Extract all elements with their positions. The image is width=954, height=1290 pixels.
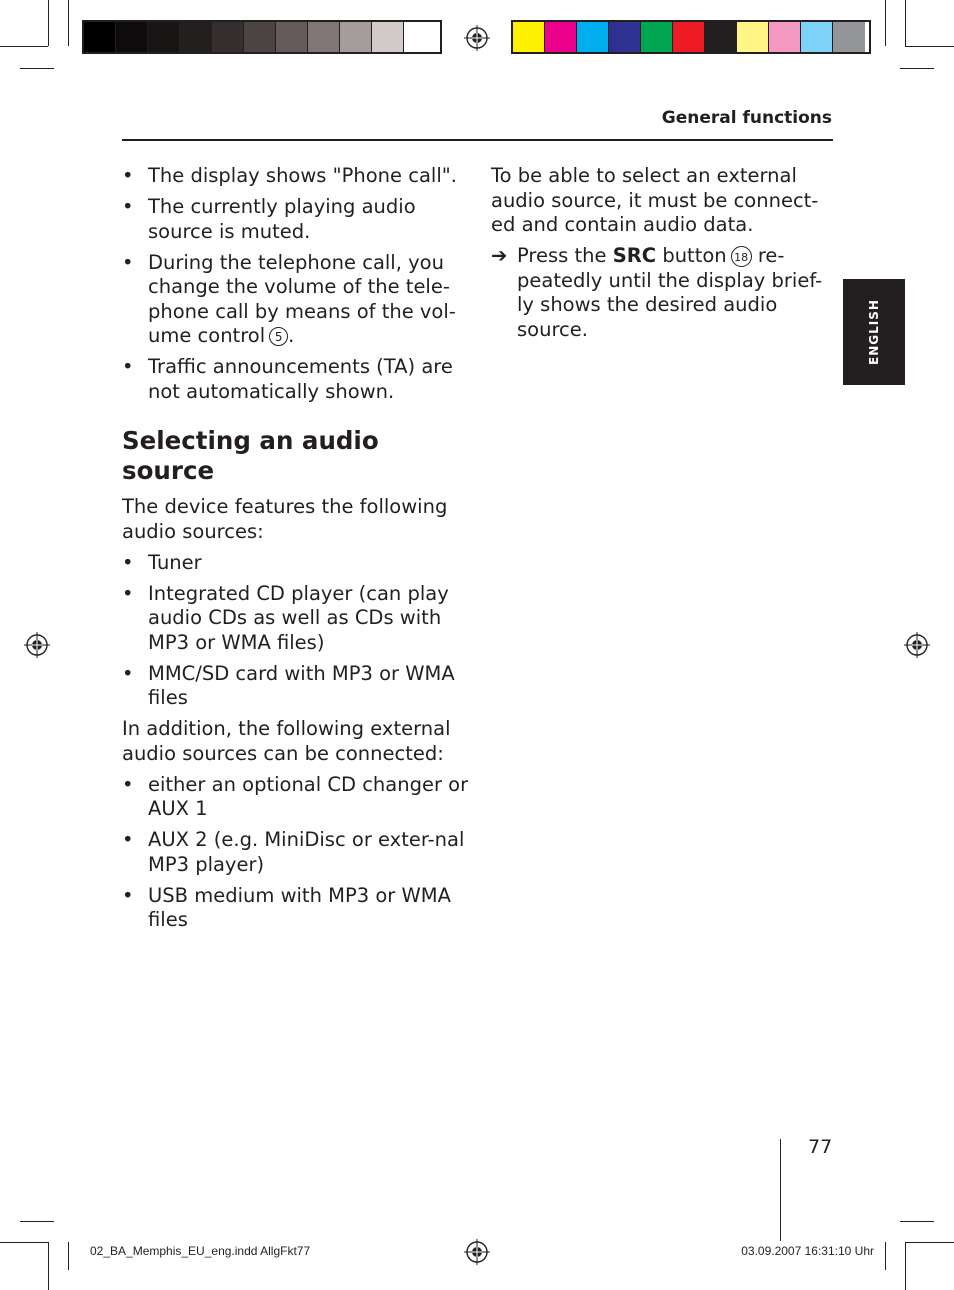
right-column xyxy=(491,164,833,342)
crop-mark xyxy=(905,46,954,47)
list-item: • either an optional CD changer or AUX 1 xyxy=(122,773,470,822)
footer-timestamp: 03.09.2007 16:31:10 Uhr xyxy=(741,1244,874,1258)
page-number: 77 xyxy=(808,1136,833,1158)
list-item: • MMC/SD card with MP3 or WMA files xyxy=(122,662,470,711)
list-item: • USB medium with MP3 or WMA files xyxy=(122,884,470,933)
color-swatch xyxy=(372,22,404,52)
color-swatch xyxy=(308,22,340,52)
crop-mark xyxy=(905,1242,906,1290)
list-item: • Integrated CD player (can play audio CDs as well as CDs with MP3 or WMA files) xyxy=(122,582,470,656)
external-sources-list xyxy=(122,773,470,933)
color-swatch xyxy=(340,22,372,52)
crop-mark xyxy=(885,1242,886,1270)
crop-mark xyxy=(0,1242,48,1243)
list-item: • AUX 2 (e.g. MiniDisc or exter-nal MP3 player) xyxy=(122,828,470,877)
color-swatch xyxy=(513,22,545,52)
color-swatch xyxy=(244,22,276,52)
color-swatch xyxy=(673,22,705,52)
color-swatch xyxy=(148,22,180,52)
list-item: • The display shows "Phone call". xyxy=(122,164,470,189)
crop-mark xyxy=(20,68,54,69)
color-swatch xyxy=(276,22,308,52)
color-swatch xyxy=(212,22,244,52)
src-button-ref-badge: 18 xyxy=(731,246,752,267)
external-source-paragraph: To be able to select an external audio source, it must be connect-ed and contain audio data. xyxy=(491,164,819,236)
color-swatch xyxy=(180,22,212,52)
color-swatch xyxy=(84,22,116,52)
crop-mark xyxy=(885,0,886,46)
audio-sources-list xyxy=(122,551,470,711)
section-heading: Selecting an audio source xyxy=(122,426,379,485)
external-intro-paragraph: In addition, the following external audio sources can be connected: xyxy=(122,717,451,765)
phone-call-bullets xyxy=(122,164,470,404)
color-swatch xyxy=(545,22,577,52)
section-title: General functions xyxy=(661,108,832,128)
crop-mark xyxy=(48,0,49,46)
src-key-label: SRC xyxy=(612,244,657,267)
grayscale-calibration-bar xyxy=(82,20,442,54)
left-column xyxy=(122,164,470,939)
crop-mark xyxy=(905,1242,954,1243)
list-item: • During the telephone call, you change the volume of the tele-phone call by means of the vol-ume control 5 . xyxy=(122,251,470,349)
color-swatch xyxy=(769,22,801,52)
process-color-calibration-bar xyxy=(511,20,871,54)
color-swatch xyxy=(641,22,673,52)
registration-mark-icon xyxy=(464,1239,490,1265)
volume-control-ref-badge: 5 xyxy=(269,327,288,346)
crop-mark xyxy=(900,1221,934,1222)
language-tab-label: ENGLISH xyxy=(867,299,881,365)
crop-mark xyxy=(68,0,69,46)
page-number-rule xyxy=(780,1139,781,1241)
footer-file-name: 02_BA_Memphis_EU_eng.indd AllgFkt77 xyxy=(90,1244,311,1258)
crop-mark xyxy=(0,46,48,47)
color-swatch xyxy=(705,22,737,52)
color-swatch xyxy=(737,22,769,52)
color-swatch xyxy=(116,22,148,52)
crop-mark xyxy=(905,0,906,46)
list-item: • The currently playing audio source is muted. xyxy=(122,195,470,244)
intro-paragraph: The device features the following audio sources: xyxy=(122,495,448,543)
crop-mark xyxy=(900,68,934,69)
language-tab xyxy=(843,279,905,385)
color-swatch xyxy=(404,22,436,52)
crop-mark xyxy=(48,1242,49,1290)
color-swatch xyxy=(801,22,833,52)
color-swatch xyxy=(833,22,865,52)
registration-mark-icon xyxy=(24,632,50,658)
crop-mark xyxy=(20,1221,54,1222)
arrow-right-icon: ➔ xyxy=(491,244,508,267)
registration-mark-icon xyxy=(464,25,490,51)
list-item: • Tuner xyxy=(122,551,470,576)
header-rule xyxy=(122,139,833,141)
color-swatch xyxy=(577,22,609,52)
color-swatch xyxy=(609,22,641,52)
registration-mark-icon xyxy=(904,632,930,658)
instruction-step: ➔ Press the SRC button 18 re-peatedly until the display brief-ly shows the desired audio source. xyxy=(491,244,823,341)
list-item: • Traffic announcements (TA) are not automatically shown. xyxy=(122,355,470,404)
crop-mark xyxy=(68,1242,69,1270)
